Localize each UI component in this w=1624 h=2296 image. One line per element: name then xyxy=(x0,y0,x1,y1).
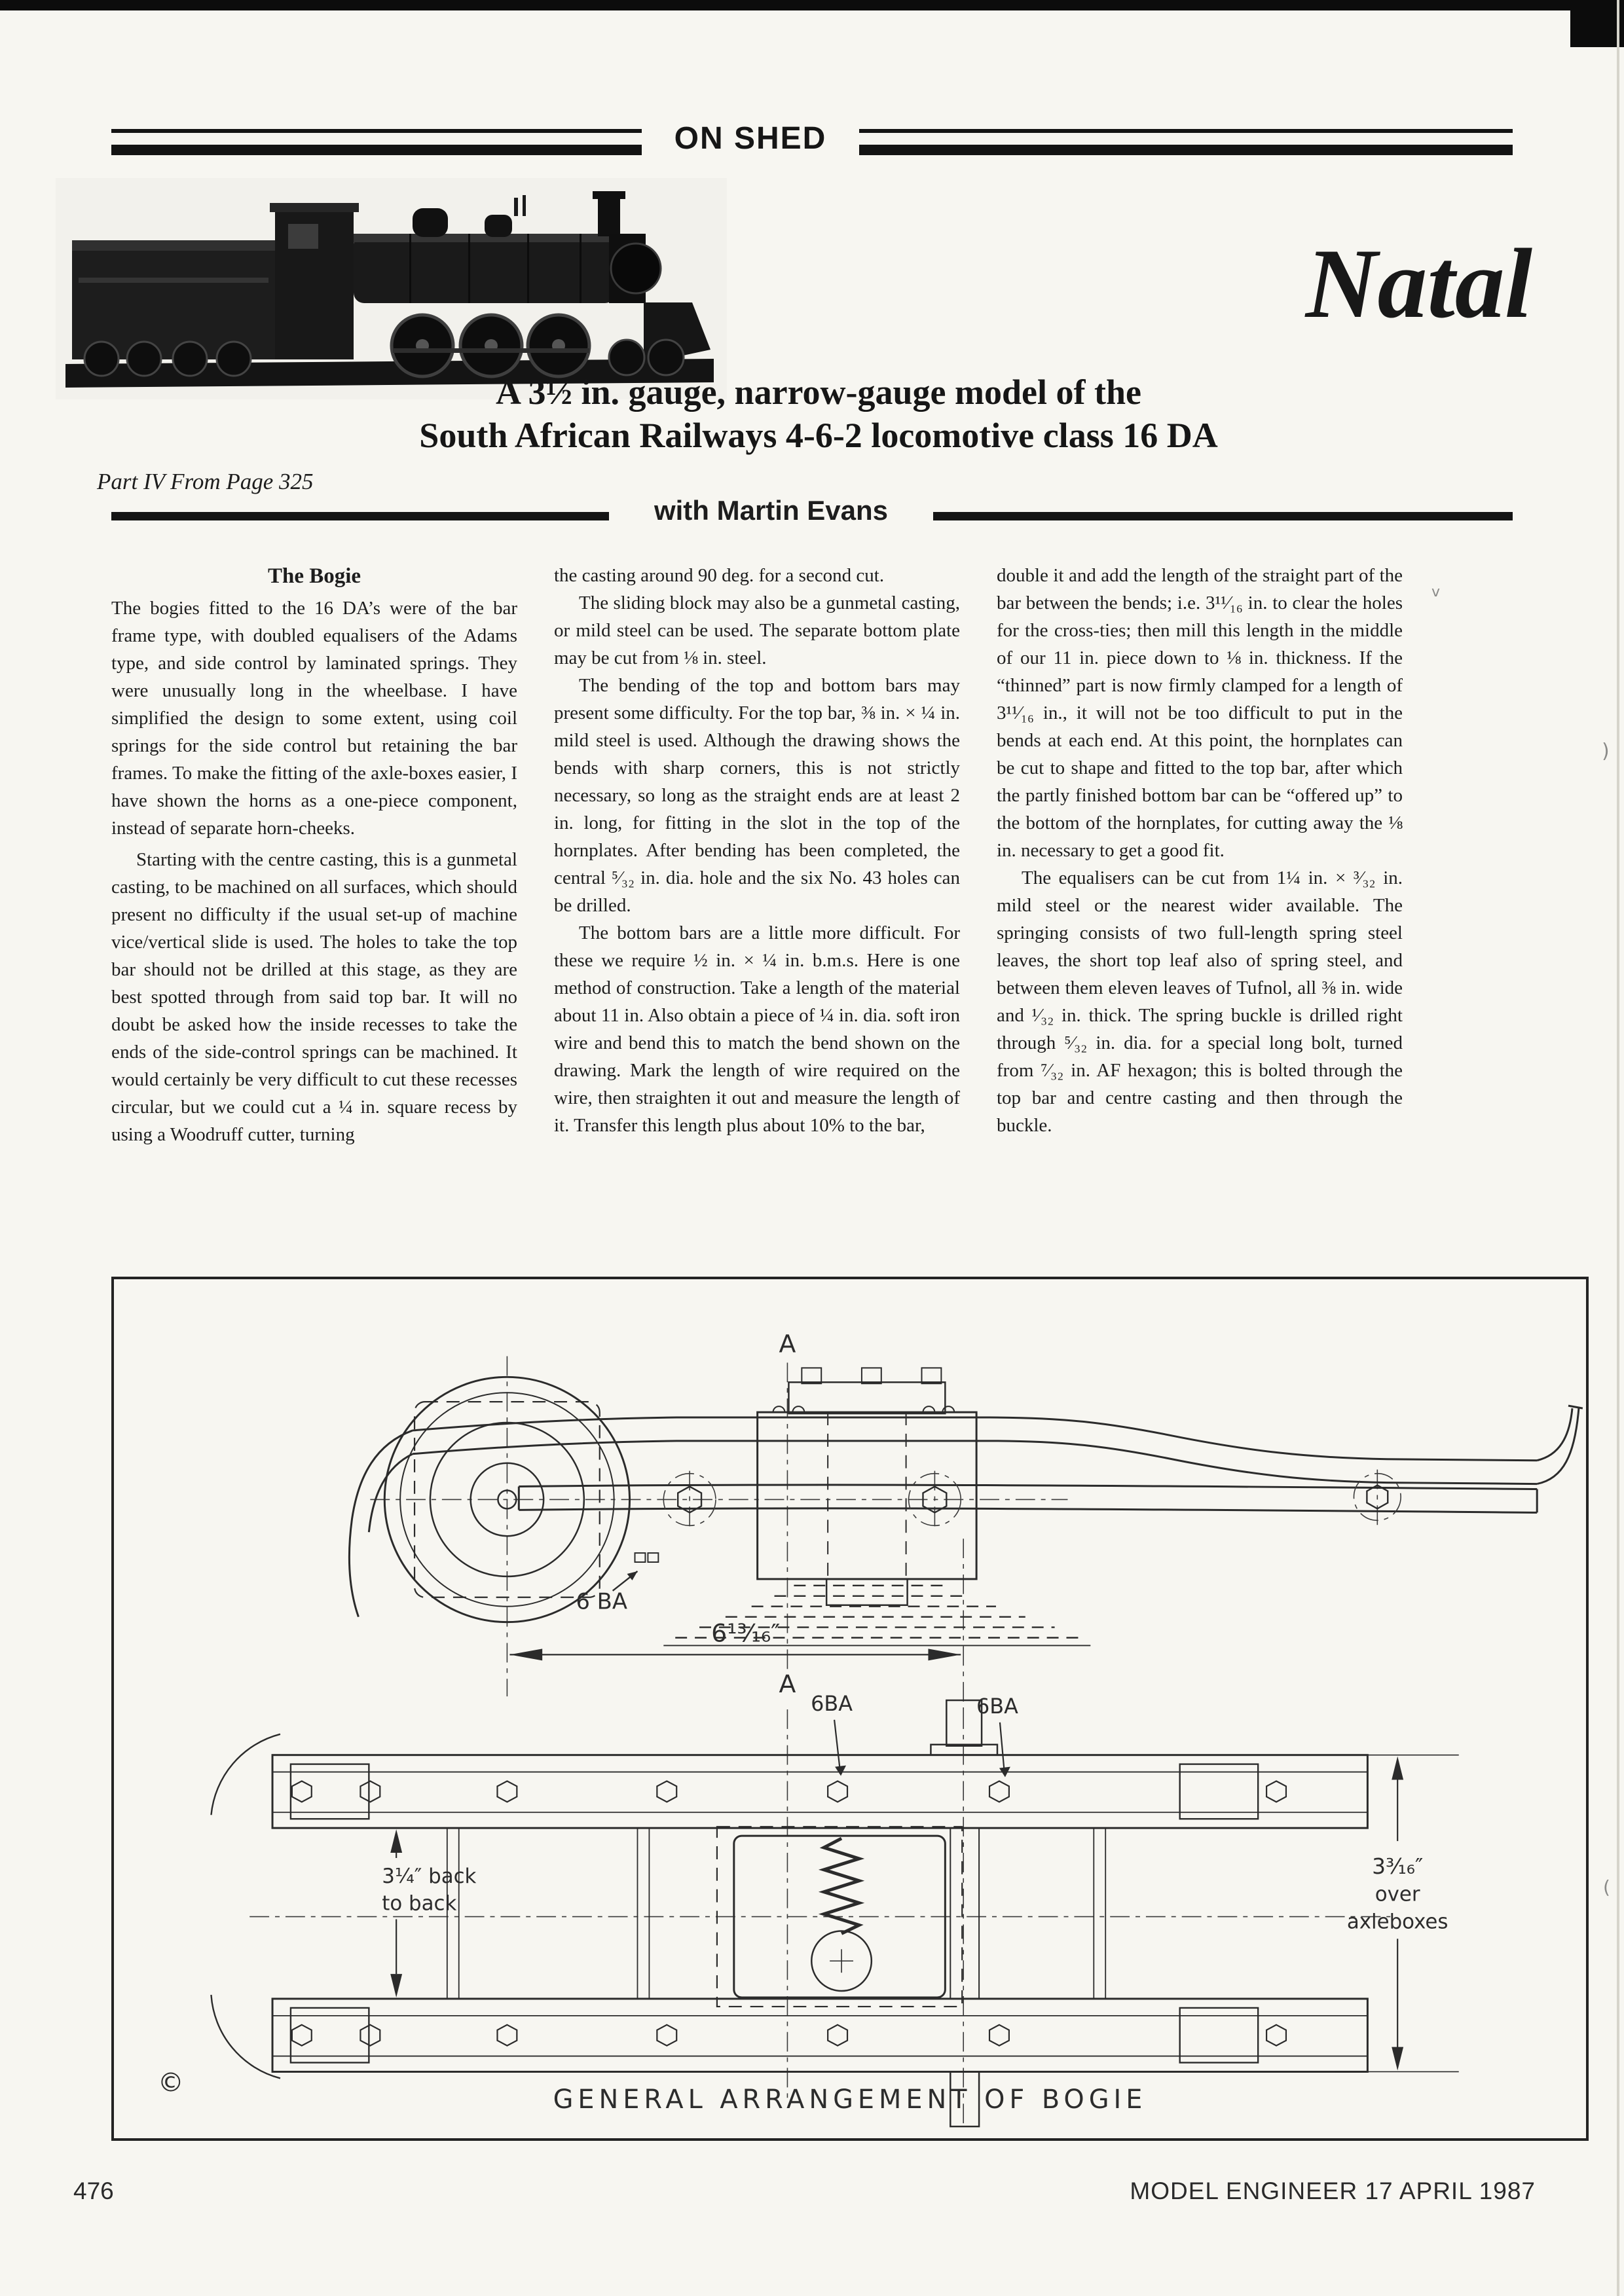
scan-artifact: ) xyxy=(1602,740,1610,763)
paragraph: The bending of the top and bottom bars may present some difficulty. For the top bar, ⅜ in. × ¼ in. mild steel is used. Although the drawing shows the bends with sharp corners, this is not strictly necessary, so long as the straight ends are at least 2 in. long, for fitting in the slot in the top of the hornplates. After bending has been completed, the central ⁵⁄₃₂ in. dia. hole and the six No. 43 holes can be drilled. xyxy=(554,675,960,916)
locomotive-illustration xyxy=(56,178,727,399)
article-title: Natal xyxy=(1305,228,1532,338)
banner-title: ON SHED xyxy=(674,121,827,156)
section-label-top: A xyxy=(779,1329,796,1358)
paragraph: double it and add the length of the straight part of the bar between the bends; i.e. 3¹¹⁄₁₆ in. to clear the holes for the cross-ties; then mill this length in the middle of our 11 in. piece down to ⅛ in. thickness. If the “thinned” part is now firmly clamped for a length of 3¹¹⁄₁₆ in., it will not be too difficult to put in the bends at each end. At this point, the hornplates can be cut to shape and fitted to the top bar, after which the partly finished bottom bar can be “offered up” to the bottom of the hornplates, for cutting away the ⅛ in. necessary to get a good fit. xyxy=(997,565,1403,861)
page-number: 476 xyxy=(73,2178,114,2204)
paragraph: The bogies fitted to the 16 DA’s were of the bar frame type, with doubled equalisers of the Adams type, and side control by laminated springs. They were unusually long in the wheelbase. I have simplified the design to some extent, using coil springs for the side control but retaining the bar frames. To make the fitting of the axle-boxes easier, I have shown the horns as a one-piece component, instead of separate horn-cheeks. xyxy=(111,598,517,839)
scan-corner-mark xyxy=(1570,0,1624,47)
scan-artifact: ( xyxy=(1603,1876,1610,1898)
paragraph: Starting with the centre casting, this is a gunmetal casting, to be machined on all surfaces, which should present no difficulty if the usual set-up of machine vice/vertical slide is used. The holes to take the top bar should not be drilled at this stage, as they are best spotted through from said top bar. It will no doubt be asked how the inside recesses to take the ends of the side-control springs can be machined. It would certainly be very difficult to cut these recesses circular, but we could cut a ¼ in. square recess by using a Woodruff cutter, turning xyxy=(111,849,517,1145)
byline-rule-right xyxy=(933,512,1513,520)
magazine-footer: MODEL ENGINEER 17 APRIL 1987 xyxy=(1130,2178,1536,2204)
cross-ties xyxy=(447,1828,1105,1999)
figure-caption: GENERAL ARRANGEMENT OF BOGIE xyxy=(553,2085,1147,2115)
label-6ba-plan-right: 6BA xyxy=(976,1693,1018,1719)
centre-post xyxy=(931,1700,997,2126)
part-reference: Part IV From Page 325 xyxy=(97,469,314,494)
scan-artifact: v xyxy=(1431,584,1441,600)
banner-rule-left-thick xyxy=(111,145,642,155)
banner-rule-right-thin xyxy=(859,129,1513,133)
centre-casting xyxy=(758,1368,976,1605)
scan-edge-line xyxy=(1617,0,1619,2296)
section-heading: The Bogie xyxy=(267,564,361,588)
subtitle-line-1: A 3½ in. gauge, narrow-gauge model of the xyxy=(496,373,1141,412)
article-subtitle xyxy=(232,371,1405,457)
dimension-wheelbase xyxy=(509,1618,961,1660)
banner-rule-right-thick xyxy=(859,145,1513,155)
subtitle-line-2: South African Railways 4-6-2 locomotive class 16 DA xyxy=(419,416,1218,455)
dimension-over-axleboxes xyxy=(1335,1755,1459,2072)
section-label-bottom: A xyxy=(779,1669,796,1699)
byline-rule-left xyxy=(111,512,609,520)
dim-axle-line2: over xyxy=(1375,1882,1420,1906)
plan-view xyxy=(211,1691,1458,2126)
dim-axle-line3: axleboxes xyxy=(1346,1910,1449,1934)
column-3 xyxy=(997,562,1403,1139)
dim-btb-line2: to back xyxy=(382,1891,457,1916)
equaliser-bars xyxy=(349,1406,1582,1617)
bogie-drawing xyxy=(114,1279,1586,2138)
dim-btb-line1: 3¼″ back xyxy=(382,1864,477,1888)
paragraph: the casting around 90 deg. for a second cut. xyxy=(554,565,885,586)
paragraph: The bottom bars are a little more difficult. For these we require ½ in. × ¼ in. b.m.s. Here is one method of construction. Take a length of the material about 11 in. Also obtain a piece of ¼ in. dia. soft iron wire and bend this to match the bend shown on the drawing. Mark the length of wire required on the wire, then straighten it out and measure the length of it. Transfer this length plus about 10% to the bar, xyxy=(554,922,960,1136)
column-2 xyxy=(554,562,960,1139)
copyright-symbol: © xyxy=(157,2068,184,2098)
bogie-drawing-frame xyxy=(111,1277,1589,2141)
dim-axle-line1: 3³⁄₁₆″ xyxy=(1372,1853,1424,1879)
side-elevation xyxy=(349,1329,1582,1709)
label-6ba-plan-left: 6BA xyxy=(811,1690,853,1716)
byline: with Martin Evans xyxy=(654,495,889,526)
dimension-back-to-back xyxy=(382,1829,476,1997)
paragraph: The equalisers can be cut from 1¼ in. × ³⁄₃₂ in. mild steel or the nearest wider available. The springing consists of two full-length spring steel leaves, the short top leaf also of spring steel, and between them eleven leaves of Tufnol, all ⅜ in. wide and ¹⁄₃₂ in. thick. The spring buckle is drilled right through ⁵⁄₃₂ in. dia. for a special long bolt, turned from ⁷⁄₃₂ in. AF hexagon; this is bolted through the top bar and centre casting and then through the buckle. xyxy=(997,867,1403,1136)
column-1 xyxy=(111,562,517,1148)
dim-wheelbase-text: 6¹³⁄₁₆″ xyxy=(711,1618,781,1648)
paragraph: The sliding block may also be a gunmetal casting, or mild steel can be used. The separate bottom plate may be cut from ⅛ in. steel. xyxy=(554,592,960,668)
locomotive-photo xyxy=(56,178,727,399)
scan-top-strip xyxy=(0,0,1624,10)
banner-rule-left-thin xyxy=(111,129,642,133)
label-6ba-side: 6 BA xyxy=(576,1588,628,1614)
